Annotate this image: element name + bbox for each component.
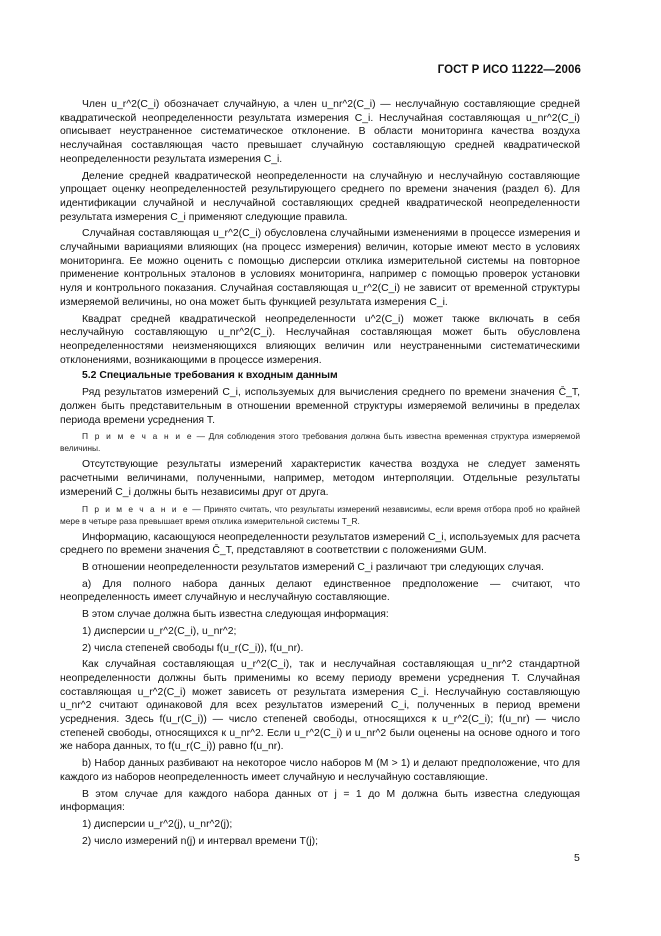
list-item-3: 1) дисперсии u_r^2(j), u_nr^2(j);: [82, 818, 233, 830]
list-item-2: 2) числа степеней свободы f(u_r(C_i)), f(u_nr).: [82, 642, 304, 654]
paragraph-6: Отсутствующие результаты измерений характеристик качества воздуха не следует заменять расчетными величинами, полученными, например, методом интерполяции. Отдельные результаты измерений C_i должны быть независимы друг от друга.: [60, 459, 580, 498]
page-number: 5: [574, 852, 580, 864]
paragraph-10: В этом случае должна быть известна следующая информация:: [82, 609, 389, 621]
paragraph-2: Деление средней квадратической неопределенности на случайную и неслучайную составляющие упрощает оценку неопределенностей результирующего среднего по времени значения (раздел 6). Для идентификации случайной и неслучайной составляющих средней квадратической неопределенности результата измерения C_i применяют следующие правила.: [60, 170, 580, 223]
paragraph-12: b) Набор данных разбивают на некоторое число наборов M (M > 1) и делают предположение, что для каждого из наборов неопределенность имеет случайную и неслучайную составляющие.: [60, 758, 580, 783]
paragraph-7: Информацию, касающуюся неопределенности результатов измерений C_i, используемых для расчета среднего по времени значения C̄_T, представляют в соответствии с положениями GUM.: [60, 531, 580, 557]
document-header: ГОСТ Р ИСО 11222—2006: [437, 64, 581, 76]
list-item-4: 2) число измерений n(j) и интервал времени T(j);: [82, 835, 319, 847]
note-1-label: П р и м е ч а н и е: [82, 431, 194, 442]
paragraph-9: а) Для полного набора данных делают единственное предположение — считают, что неопределенность имеет случайную и неслучайную составляющие.: [60, 578, 580, 604]
paragraph-13: В этом случае для каждого набора данных от j = 1 до M должна быть известна следующая информация:: [60, 788, 580, 814]
paragraph-8: В отношении неопределенности результатов измерений C_i различают три следующих случая.: [82, 561, 544, 573]
paragraph-3: Случайная составляющая u_r^2(C_i) обусловлена случайными изменениями в процессе измерения и случайными вариациями влияющих (на процесс измерения) величин, которые имеют место в условиях мониторинга. Ее можно оценить с помощью дисперсии отклика измерительной системы на повторное применение контрольных эталонов в условиях мониторинга, например с помощью проверок установки нуля и контрольного показания. Случайная составляющая u_r^2(C_i) не зависит от временной структуры измеряемой величины, но она может быть функцией результата измерения C_i.: [60, 228, 580, 308]
list-item-1: 1) дисперсии u_r^2(C_i), u_nr^2;: [82, 625, 237, 637]
section-heading-5-2: 5.2 Специальные требования к входным данным: [82, 370, 338, 382]
note-2-label: П р и м е ч а н и е: [82, 503, 190, 514]
note-2: [60, 503, 580, 527]
note-1-text: — Для соблюдения этого требования должна быть известна временная структура измеряемой величины.: [60, 431, 580, 454]
note-2-text: — Принято считать, что результаты измерений независимы, если время отбора проб но крайней мере в четыре раза превышает время отклика измерительной системы T_R.: [60, 503, 580, 526]
paragraph-5: Ряд результатов измерений C_i, используемых для вычисления среднего по времени значения C̄_T, должен быть представительным в отношении временной структуры измеряемой величины в пределах периода времени усреднения T.: [60, 387, 580, 426]
paragraph-11: Как случайная составляющая u_r^2(C_i), так и неслучайная составляющая u_nr^2 стандартной неопределенности должны быть применимы ко всему периоду времени усреднения T. Случайная составляющая u_r^2(C_i) может зависеть от результата измерения C_i. Неслучайную составляющую u_nr^2 считают одинаковой для всех результатов измерений C_i, полученных в период времени усреднения. Здесь f(u_r(C_i)) — число степеней свободы, относящихся к u_r^2(C_i); f(u_nr) — число степеней свободы, относящихся к u_nr^2. Если u_r^2(C_i) и u_nr^2 были оценены на основе одного и того же набора данных, то f(u_r(C_i)) равно f(u_nr).: [60, 659, 580, 753]
body-text: [60, 98, 580, 851]
paragraph-4: Квадрат средней квадратической неопределенности u^2(C_i) может также включать в себя неслучайную составляющую u_nr^2(C_i). Неслучайная составляющая может быть обусловлена неопределенностями неизменяющихся влияющих величин или неустраненными систематическими отклонениями, возникающими в процессе измерения.: [60, 313, 580, 366]
note-1: [60, 430, 580, 454]
paragraph-1: Член u_r^2(C_i) обозначает случайную, а член u_nr^2(C_i) — неслучайную составляющие средней квадратической неопределенности результата измерения C_i. Неслучайная составляющая u_nr^2(C_i) описывает неустраненное систематическое отклонение. В области мониторинга качества воздуха неслучайная составляющая часто превышает случайную составляющую средней квадратической неопределенности результата измерения C_i.: [60, 99, 580, 165]
